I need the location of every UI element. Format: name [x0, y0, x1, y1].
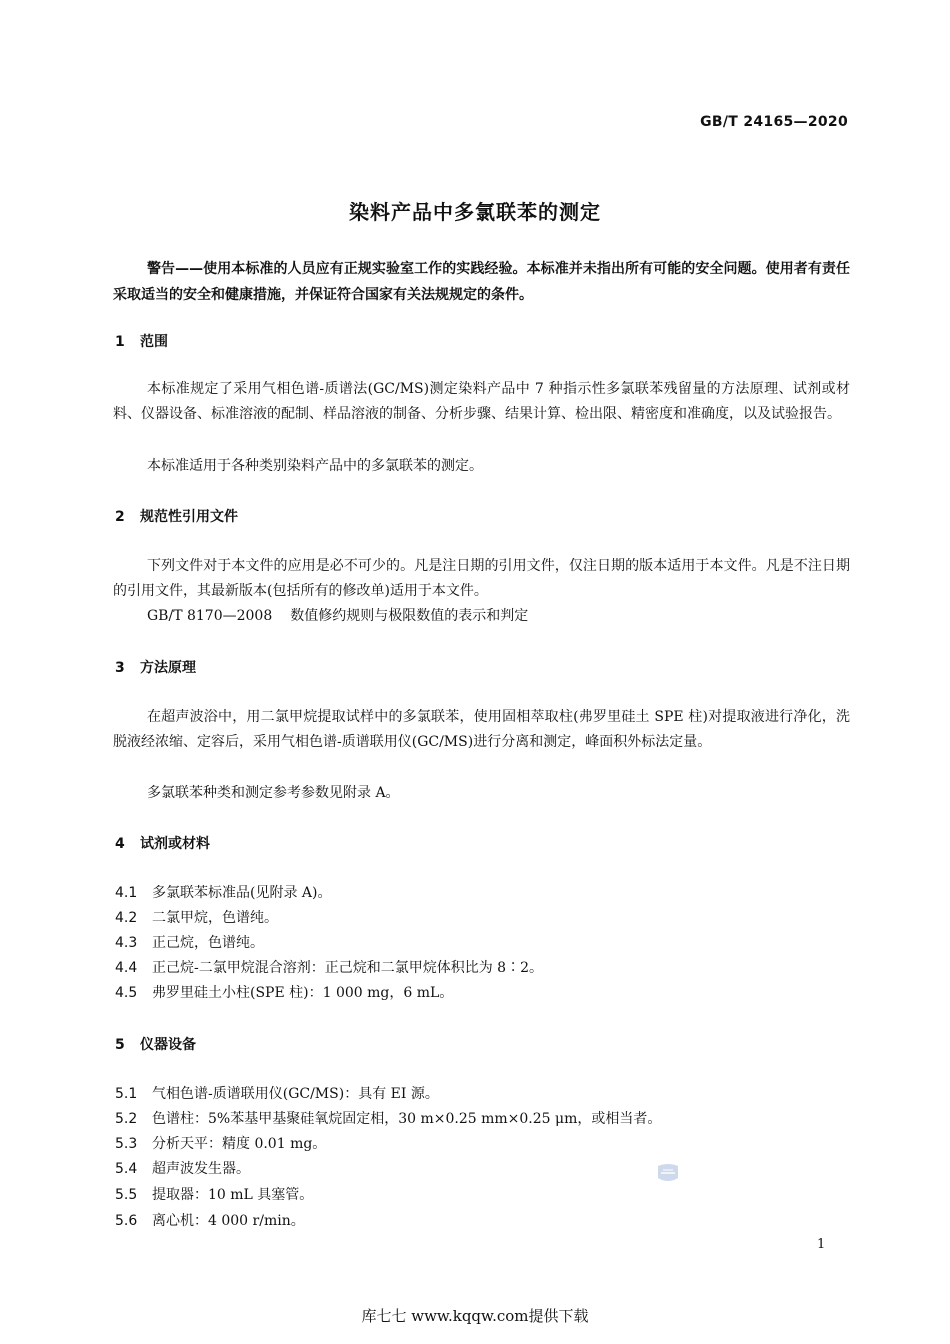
list-item	[115, 883, 331, 903]
list-item	[115, 958, 543, 978]
item-number: 4.1	[115, 885, 138, 901]
section-title: 仪器设备	[140, 1037, 196, 1053]
item-text: 提取器：10 mL 具塞管。	[152, 1187, 314, 1203]
principle-paragraph-1: 在超声波浴中，用二氯甲烷提取试样中的多氯联苯，使用固相萃取柱(弗罗里硅土 SPE 柱)对提取液进行净化，洗脱液经浓缩、定容后，采用气相色谱-质谱联用仪(GC/MS)进行分离和测定，峰面积外标法定量。	[113, 709, 850, 750]
item-number: 5.5	[115, 1187, 138, 1203]
list-item	[115, 933, 264, 953]
reference-entry	[147, 604, 847, 629]
reference-name: 数值修约规则与极限数值的表示和判定	[290, 608, 529, 624]
list-item	[115, 983, 453, 1003]
scope-paragraph-1: 本标准规定了采用气相色谱-质谱法(GC/MS)测定染料产品中 7 种指示性多氯联苯残留量的方法原理、试剂或材料、仪器设备、标准溶液的配制、样品溶液的制备、分析步骤、结果计算、检出限、精密度和准确度，以及试验报告。	[113, 381, 850, 422]
item-text: 气相色谱-质谱联用仪(GC/MS)：具有 EI 源。	[152, 1086, 439, 1102]
document-title: 染料产品中多氯联苯的测定	[349, 200, 601, 224]
list-item	[115, 1134, 326, 1154]
section-title: 试剂或材料	[140, 836, 210, 852]
section-number: 3	[115, 660, 125, 676]
section-title: 规范性引用文件	[140, 509, 238, 525]
item-number: 5.4	[115, 1161, 138, 1177]
list-item	[115, 1211, 305, 1231]
section-number: 5	[115, 1037, 125, 1053]
principle-paragraph-2: 多氯联苯种类和测定参考参数见附录 A。	[147, 785, 400, 801]
item-number: 5.1	[115, 1086, 138, 1102]
item-text: 多氯联苯标准品(见附录 A)。	[152, 885, 332, 901]
scope-paragraph-2: 本标准适用于各种类别染料产品中的多氯联苯的测定。	[147, 458, 483, 474]
references-paragraph: 下列文件对于本文件的应用是必不可少的。凡是注日期的引用文件，仅注日期的版本适用于本文件。凡是不注日期的引用文件，其最新版本(包括所有的修改单)适用于本文件。	[113, 558, 850, 599]
warning-paragraph: 警告——使用本标准的人员应有正规实验室工作的实践经验。本标准并未指出所有可能的安全问题。使用者有责任采取适当的安全和健康措施，并保证符合国家有关法规规定的条件。	[113, 261, 850, 303]
section-title: 范围	[140, 334, 168, 350]
reference-code: GB/T 8170—2008	[147, 608, 273, 624]
item-number: 4.5	[115, 985, 138, 1001]
item-text: 正己烷，色谱纯。	[152, 935, 264, 951]
item-number: 5.3	[115, 1136, 138, 1152]
section-heading-apparatus	[115, 1035, 196, 1055]
standard-code: GB/T 24165—2020	[700, 114, 848, 130]
section-heading-normative-references	[115, 507, 238, 527]
item-number: 4.3	[115, 935, 138, 951]
page-number: 1	[817, 1237, 826, 1252]
section-title: 方法原理	[140, 660, 196, 676]
section-heading-principle	[115, 658, 196, 678]
sac-watermark-icon	[655, 1162, 681, 1184]
item-text: 正己烷-二氯甲烷混合溶剂：正己烷和二氯甲烷体积比为 8∶2。	[152, 960, 543, 976]
list-item	[115, 908, 278, 928]
item-text: 弗罗里硅土小柱(SPE 柱)：1 000 mg，6 mL。	[152, 985, 454, 1001]
list-item	[115, 1185, 313, 1205]
item-number: 4.2	[115, 910, 138, 926]
item-text: 分析天平：精度 0.01 mg。	[152, 1136, 327, 1152]
item-text: 色谱柱：5%苯基甲基聚硅氧烷固定相，30 m×0.25 mm×0.25 μm，或相当者。	[152, 1111, 662, 1127]
section-heading-scope	[115, 332, 168, 352]
list-item	[115, 1084, 439, 1104]
section-number: 4	[115, 836, 125, 852]
item-number: 5.2	[115, 1111, 138, 1127]
item-number: 5.6	[115, 1213, 138, 1229]
item-text: 超声波发生器。	[152, 1161, 250, 1177]
download-footer: 库七七 www.kqqw.com提供下载	[361, 1307, 589, 1325]
section-number: 1	[115, 334, 125, 350]
section-heading-reagents	[115, 834, 210, 854]
list-item	[115, 1109, 661, 1129]
item-text: 离心机：4 000 r/min。	[152, 1213, 305, 1229]
list-item	[115, 1159, 250, 1179]
section-number: 2	[115, 509, 125, 525]
item-text: 二氯甲烷，色谱纯。	[152, 910, 278, 926]
item-number: 4.4	[115, 960, 138, 976]
